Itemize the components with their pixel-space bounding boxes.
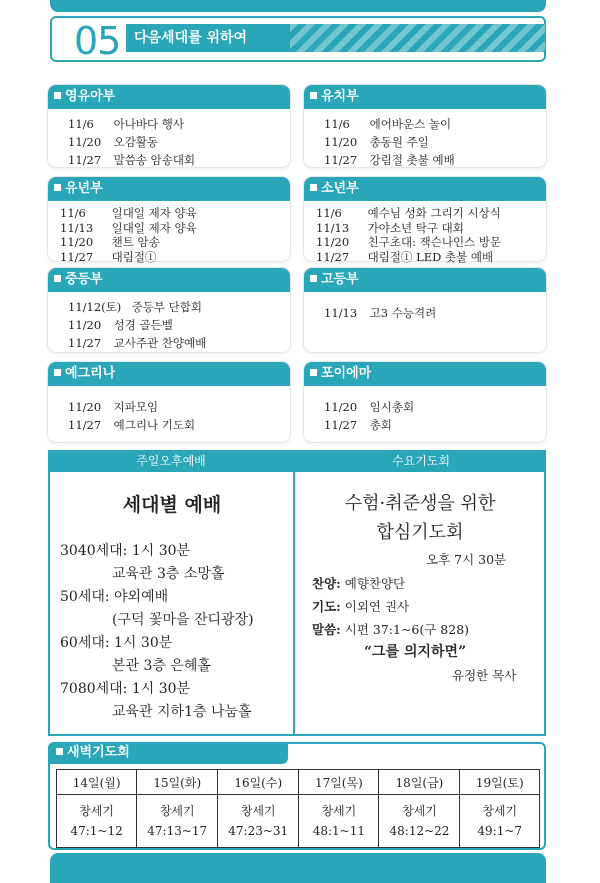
sunday-line: 교육관 지하1층 나눔홀 [112,704,252,720]
schedule-item [324,304,546,322]
schedule-item [68,334,290,352]
schedule-date: 11/12(토) [68,300,122,314]
schedule-verse-cell: 창세기 47:13~17 [137,795,218,848]
ministry-box-header [48,268,290,292]
schedule-event: 아나바다 행사 [113,117,184,131]
schedule-item [324,133,546,151]
ministry-name: 중등부 [65,272,103,287]
schedule-day: 17일(목) [299,770,379,795]
sunday-worship-header: 주일오후예배 [136,454,206,468]
wednesday-prayer: 기도: 이외연 권사 [312,599,410,614]
ministry-box-header [48,177,290,201]
ministry-schedule [48,109,290,173]
sunday-line: 7080세대: 1시 30분 [60,681,191,697]
schedule-date: 11/6 [324,117,350,131]
ministry-box-header [304,268,546,292]
schedule-event: 에어바운스 놀이 [369,117,452,131]
schedule-verse-row [57,795,540,848]
square-bullet-icon [54,184,61,191]
wednesday-title-line1: 수험·취준생을 위한 [344,493,496,514]
section-title: 다음세대를 위하여 [126,24,544,52]
section-number: 05 [74,19,121,63]
square-bullet-icon [310,369,317,376]
schedule-verse-cell: 창세기 48:1~11 [299,795,379,848]
ministry-schedule [304,292,546,326]
schedule-date: 11/27 [68,418,102,432]
schedule-date: 11/20 [316,235,350,249]
schedule-item [68,151,290,169]
schedule-event: 대림절① [111,249,157,264]
schedule-item [60,221,290,236]
schedule-verse-cell: 창세기 49:1~7 [460,795,540,848]
ministry-box-header [48,85,290,109]
schedule-item [316,221,546,236]
square-bullet-icon [310,275,317,282]
dawn-prayer-header: 새벽기도회 [48,742,288,764]
schedule-verse-cell: 창세기 48:12~22 [379,795,460,848]
schedule-item [68,133,290,151]
ministry-name: 영유아부 [65,89,116,104]
schedule-event: 총회 [369,418,392,432]
schedule-event: 챈트 암송 [111,235,160,249]
square-bullet-icon [54,92,61,99]
sunday-title: 세대별 예배 [122,494,222,516]
wednesday-prayer-header: 수요기도회 [392,454,450,468]
ministry-box [304,177,546,264]
wednesday-scripture: 말씀: 시편 37:1~6(구 828) [312,622,470,637]
ministry-box [48,268,290,352]
sunday-line: 50세대: 야외예배 [60,589,169,605]
schedule-event: 오감활동 [113,135,159,149]
ministry-schedule [48,201,290,268]
schedule-date: 11/20 [324,400,358,414]
schedule-item [324,115,546,133]
schedule-item [60,250,290,265]
ministry-box-header [304,177,546,201]
schedule-event: 중등부 단합회 [131,300,202,314]
header-stripe-decoration [290,24,545,52]
schedule-item [324,416,546,434]
sunday-line: 본관 3층 은혜홀 [112,658,211,674]
schedule-date: 11/20 [60,235,94,249]
schedule-event: 일대일 제자 양육 [111,220,197,235]
schedule-item [68,115,290,133]
schedule-item [324,151,546,169]
schedule-item [68,316,290,334]
ministry-box-header [48,362,290,386]
schedule-date: 11/27 [68,153,102,167]
schedule-event: 임시총회 [369,400,415,414]
ministry-schedule [304,109,546,173]
schedule-day: 16일(수) [218,770,299,795]
schedule-event: 친구초대: 잭슨나인스 방문 [367,235,502,249]
square-bullet-icon [54,275,61,282]
schedule-date: 11/13 [316,220,350,235]
schedule-date: 11/27 [68,336,102,350]
ministry-name: 포이에마 [321,366,372,381]
ministry-name: 예그리나 [65,366,116,381]
schedule-event: 대림절① LED 촛불 예배 [367,249,494,264]
ministry-schedule [48,292,290,356]
schedule-item [68,398,290,416]
footer-bar [50,853,546,883]
wednesday-praise: 찬양: 예향찬양단 [312,576,406,591]
schedule-item [316,250,546,265]
ministry-box [48,362,290,442]
ministry-box-header [304,362,546,386]
schedule-date: 11/27 [324,418,358,432]
ministry-schedule [304,201,546,268]
schedule-event: 강림절 촛불 예배 [369,153,455,167]
schedule-date: 11/20 [68,318,102,332]
schedule-event: 성경 골든벨 [113,318,173,332]
schedule-verse-cell: 창세기 47:23~31 [218,795,299,848]
schedule-event: 교사주관 찬양예배 [113,336,207,350]
schedule-event: 예그리나 기도회 [113,418,196,432]
ministry-box-header [304,85,546,109]
ministry-name: 유치부 [321,89,359,104]
schedule-item [68,298,290,316]
schedule-date: 11/13 [60,220,94,235]
worship-panel-header [48,450,546,472]
ministry-box [304,268,546,352]
schedule-date: 11/20 [324,135,358,149]
ministry-schedule [48,386,290,438]
ministry-box [48,85,290,167]
schedule-date: 11/27 [60,249,94,264]
dawn-prayer-schedule [56,769,540,848]
schedule-date: 11/20 [68,400,102,414]
wednesday-title-line2: 합심기도회 [376,522,464,543]
preacher: 유정한 목사 [452,668,517,683]
schedule-item [316,235,546,250]
ministry-box [48,177,290,264]
schedule-event: 고3 수능격려 [369,306,437,320]
schedule-item [60,206,290,221]
schedule-event: 예수님 성화 그리기 시상식 [367,206,501,220]
schedule-event: 총동원 주일 [369,135,429,149]
ministry-box [304,85,546,167]
schedule-date: 11/6 [316,206,342,220]
schedule-date: 11/6 [60,206,86,220]
square-bullet-icon [310,92,317,99]
schedule-item [68,416,290,434]
header-top-bar [50,0,546,12]
schedule-date: 11/20 [68,135,102,149]
schedule-event: 일대일 제자 양육 [111,206,197,220]
schedule-date: 11/13 [324,306,358,320]
schedule-day: 19일(토) [460,770,540,795]
ministry-name: 소년부 [321,181,359,196]
schedule-day: 14일(월) [57,770,137,795]
schedule-item [60,235,290,250]
ministry-box [304,362,546,442]
sunday-line: (구덕 꽃마을 잔디광장) [112,612,254,628]
sunday-line: 3040세대: 1시 30분 [60,543,191,559]
schedule-verse-cell: 창세기 47:1~12 [57,795,137,848]
schedule-day-row [57,770,540,795]
wednesday-time: 오후 7시 30분 [426,552,507,567]
schedule-item [316,206,546,221]
square-bullet-icon [54,369,61,376]
ministry-schedule [304,386,546,438]
schedule-day: 18일(금) [379,770,460,795]
schedule-date: 11/27 [324,153,358,167]
square-bullet-icon [310,184,317,191]
sermon-title: “그를 의지하면” [364,644,467,660]
schedule-event: 말씀송 암송대회 [113,153,196,167]
schedule-date: 11/6 [68,117,94,131]
ministry-name: 고등부 [321,272,359,287]
schedule-day: 15일(화) [137,770,218,795]
schedule-event: 지파모임 [113,400,159,414]
sunday-line: 교육관 3층 소망홀 [112,566,225,582]
schedule-item [324,398,546,416]
sunday-line: 60세대: 1시 30분 [60,635,173,651]
ministry-name: 유년부 [65,181,103,196]
schedule-event: 가야소년 탁구 대회 [367,220,464,235]
schedule-date: 11/27 [316,249,350,264]
